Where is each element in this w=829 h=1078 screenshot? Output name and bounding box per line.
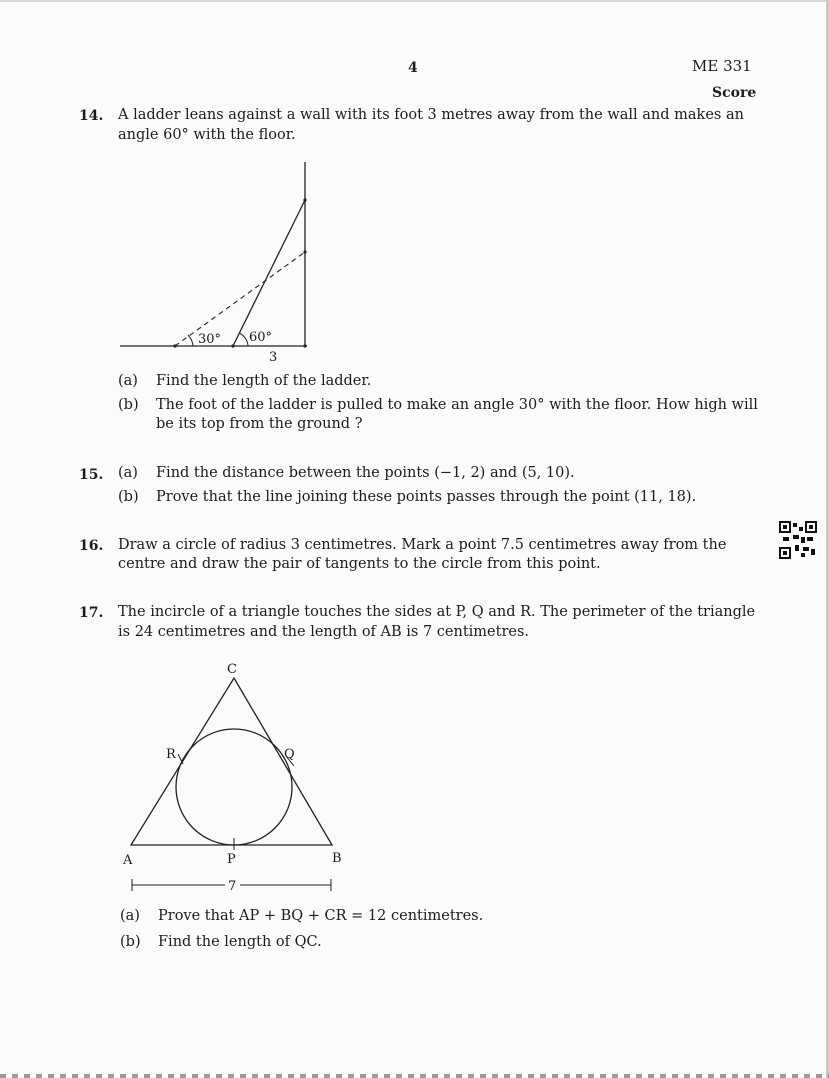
point-p-label: P [227, 852, 236, 867]
question-17-text-line1: The incircle of a triangle touches the sides at P, Q and R. The perimeter of the triangle [118, 604, 756, 620]
angle-60-arc [239, 333, 248, 346]
vertex-c-label: C [227, 662, 237, 677]
question-14-text-line1: A ladder leans against a wall with its foot 3 metres away from the wall and makes an [118, 107, 744, 123]
question-16-text-line2: centre and draw the pair of tangents to the circle from this point. [118, 556, 601, 572]
q17-a-label: (a) [120, 908, 140, 924]
vertex-a-label: A [123, 853, 133, 868]
top-30-point [303, 250, 306, 253]
question-16-text-line1: Draw a circle of radius 3 centimetres. Mark a point 7.5 centimetres away from the [118, 537, 727, 553]
top-60-point [303, 198, 306, 201]
point-q-label: Q [284, 747, 295, 762]
base-length-label: 3 [269, 350, 278, 365]
question-16-number: 16. [79, 538, 104, 554]
page-number: 4 [408, 60, 418, 76]
vertex-b-label: B [332, 851, 342, 866]
question-15-number: 15. [79, 467, 104, 483]
q15-a-text: Find the distance between the points (−1, 2) and (5, 10). [156, 465, 575, 481]
wall-base-point [303, 344, 306, 347]
q14-b-text-line2: be its top from the ground ? [156, 416, 363, 432]
q17-a-text: Prove that AP + BQ + CR = 12 centimetres. [158, 908, 484, 924]
score-label: Score [712, 85, 757, 101]
angle-30-label: 30° [198, 332, 222, 347]
ab-length-label: 7 [228, 879, 237, 894]
q14-a-text: Find the length of the ladder. [156, 373, 372, 389]
triangle-abc [131, 678, 332, 845]
paper-code: ME 331 [692, 57, 752, 75]
question-17-text-line2: is 24 centimetres and the length of AB is 7 centimetres. [118, 624, 530, 640]
tick-r [178, 754, 183, 764]
foot-30-point [173, 344, 176, 347]
q14-a-label: (a) [118, 373, 138, 389]
q14-b-label: (b) [118, 397, 139, 413]
scan-top-edge [0, 0, 829, 2]
angle-60-label: 60° [249, 330, 273, 345]
scan-bottom-edge [0, 1074, 829, 1078]
triangle-incircle-figure [115, 652, 355, 897]
ladder-60-line [233, 200, 305, 346]
qr-code-icon [779, 521, 817, 559]
q15-a-label: (a) [118, 465, 138, 481]
incircle [176, 729, 292, 845]
ladder-figure [115, 160, 325, 370]
angle-30-arc [188, 335, 193, 346]
question-17-number: 17. [79, 605, 104, 621]
q17-b-text: Find the length of QC. [158, 934, 322, 950]
q15-b-text: Prove that the line joining these points passes through the point (11, 18). [156, 489, 697, 505]
point-r-label: R [166, 747, 176, 762]
question-14-number: 14. [79, 108, 104, 124]
question-14-text-line2: angle 60° with the floor. [118, 127, 296, 143]
q17-b-label: (b) [120, 934, 141, 950]
foot-60-point [231, 344, 234, 347]
q15-b-label: (b) [118, 489, 139, 505]
q14-b-text-line1: The foot of the ladder is pulled to make an angle 30° with the floor. How high will [156, 397, 758, 413]
